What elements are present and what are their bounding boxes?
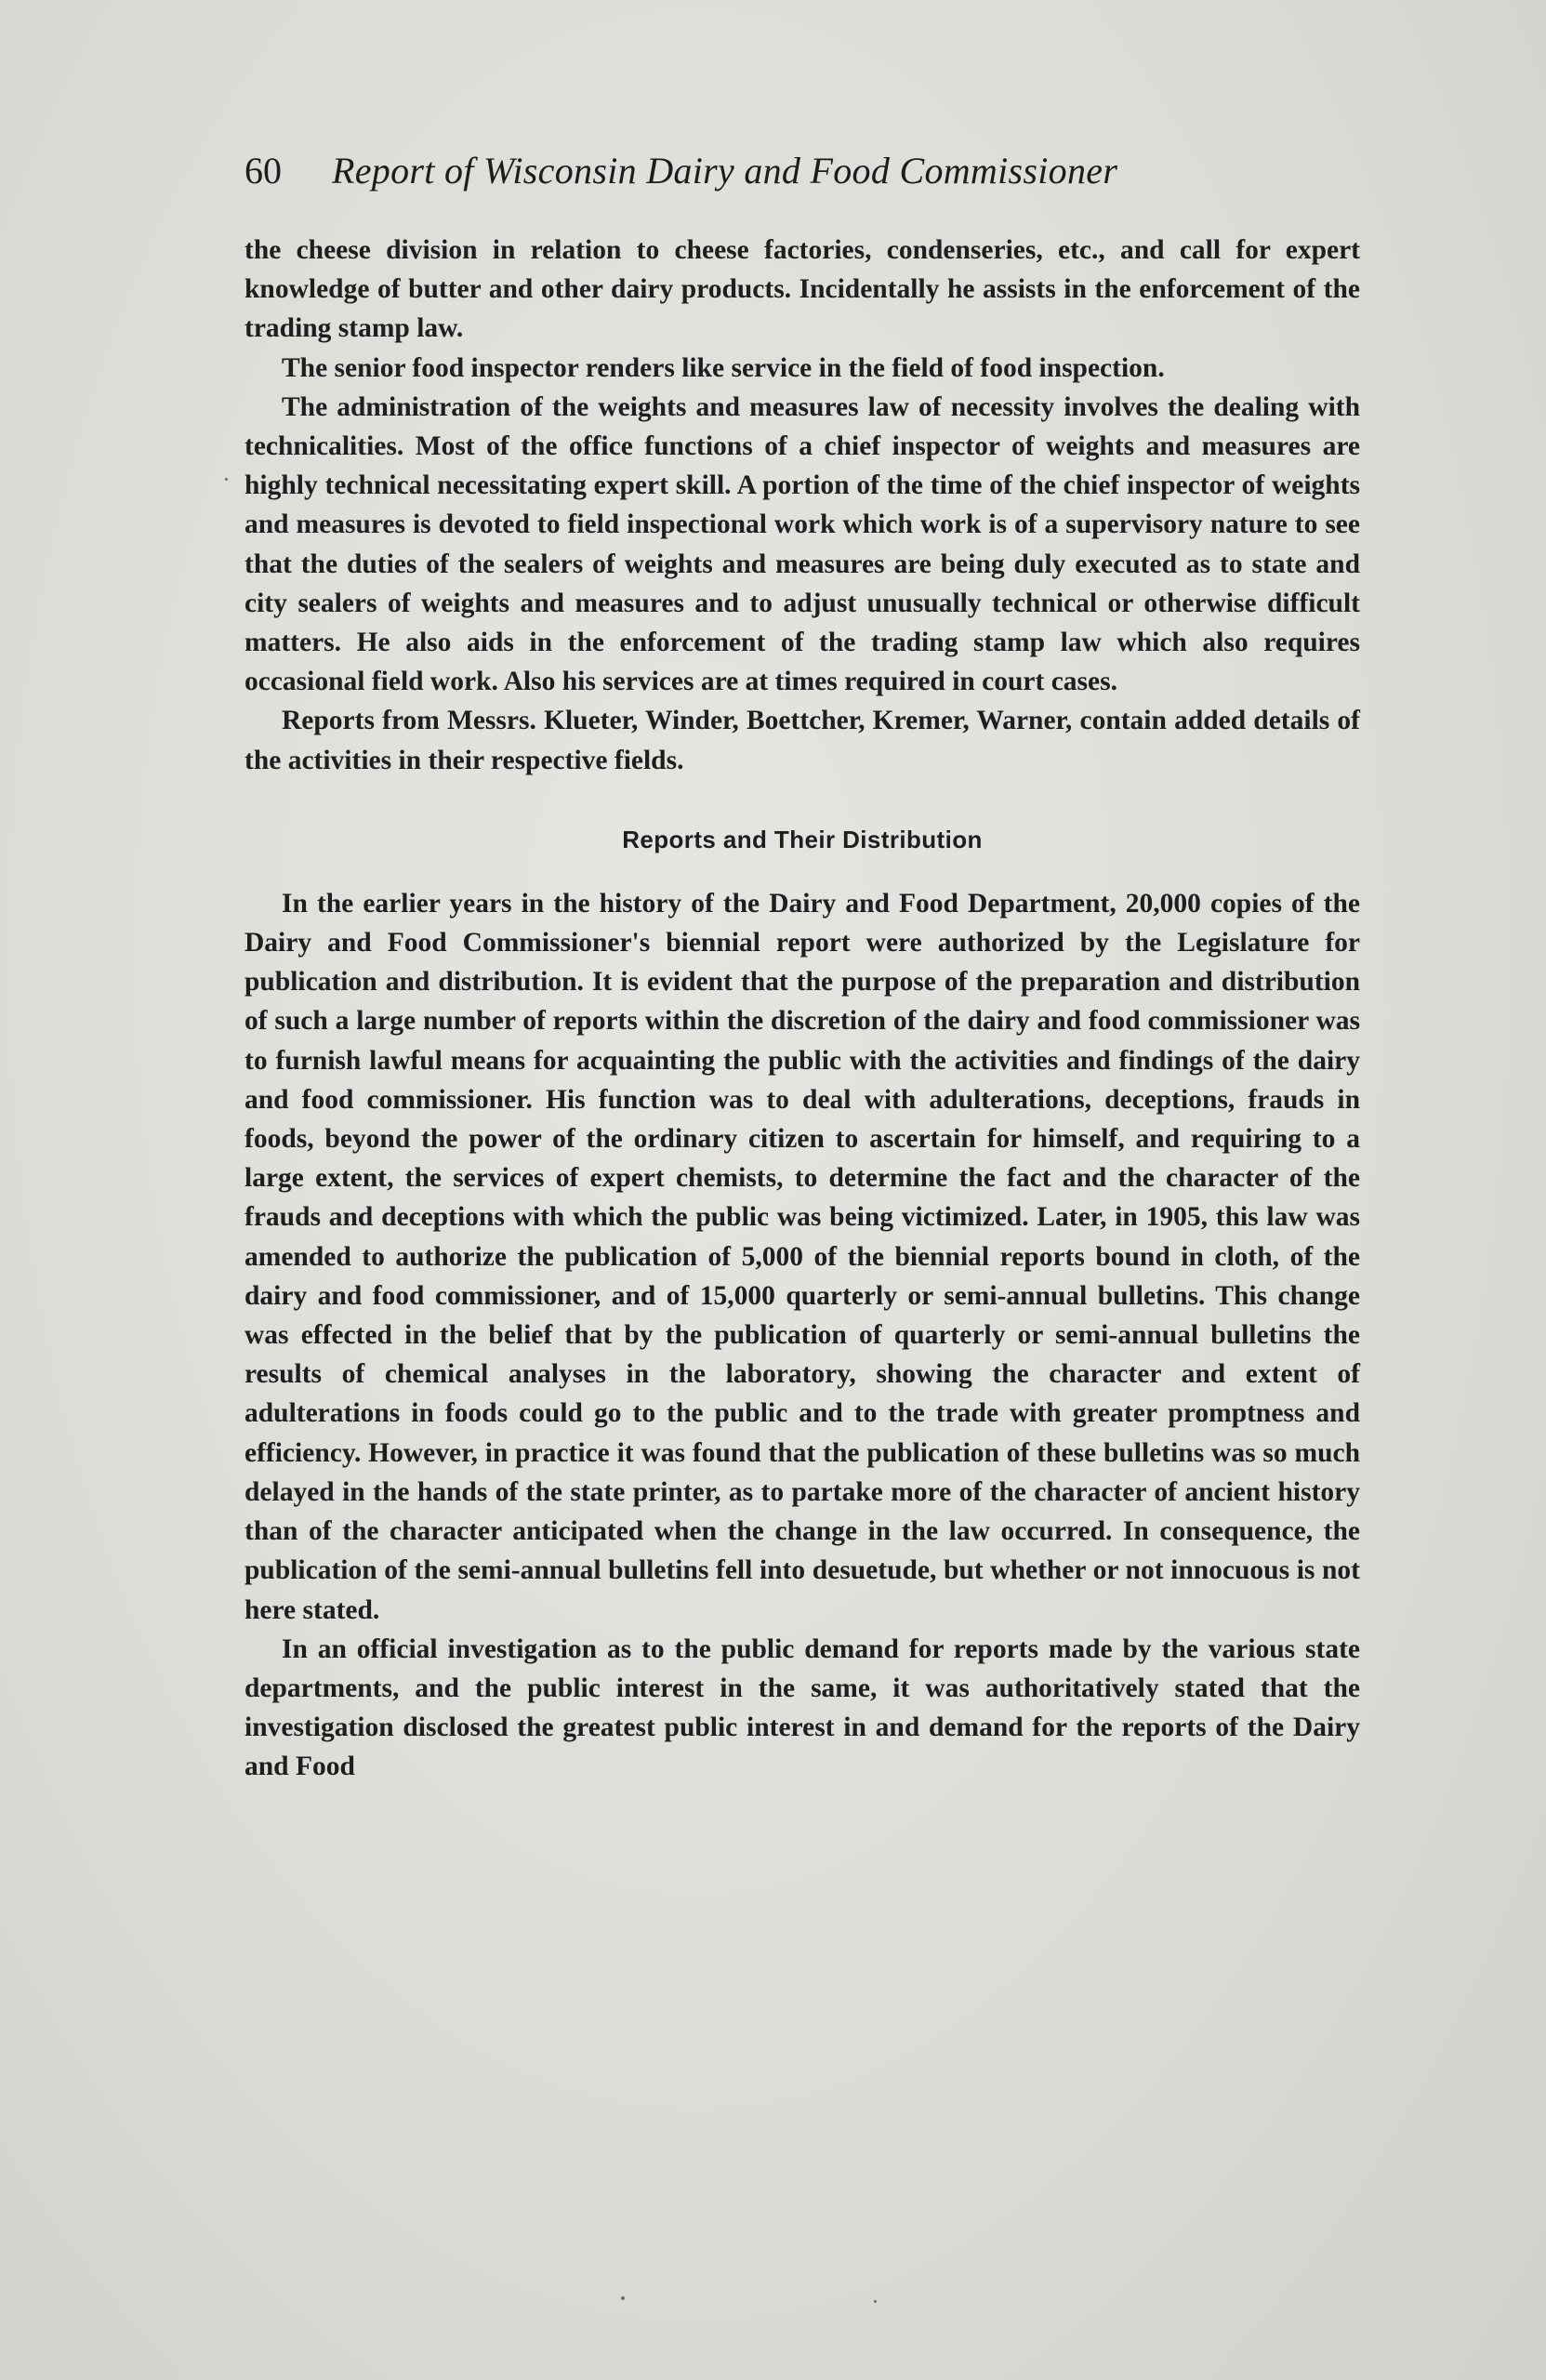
paper-speck	[874, 2300, 877, 2303]
paragraph-official-investigation: In an official investigation as to the public demand for reports made by the various state departments, and the public interest in the same, it was authoritatively stated that the investigation disclosed the greatest public interest in and demand for the reports of the Dairy and Food	[244, 1633, 1360, 1782]
paper-speck	[621, 2296, 625, 2300]
paragraph-cheese-division: the cheese division in relation to cheese factories, condenseries, etc., and call for expert knowledge of butter and other dairy products. Incidentally he assists in the enforcement of the trading stamp law.	[244, 235, 1360, 344]
paragraph-reports-from-messrs: Reports from Messrs. Klueter, Winder, Boettcher, Kremer, Warner, contain added details of the activities in their respective fields.	[244, 706, 1360, 775]
paper-speck	[225, 478, 228, 481]
body-text	[244, 231, 1360, 1787]
paragraph-earlier-years: In the earlier years in the history of the Dairy and Food Department, 20,000 copies of the Dairy and Food Commissioner's biennial report were authorized by the Legislature for publication and distribution. It is evident that the purpose of the preparation and distribution of such a large number of reports within the discretion of the dairy and food commissioner was to furnish lawful means for acquainting the public with the activities and findings of the dairy and food commissioner. His function was to deal with adulterations, deceptions, frauds in foods, beyond the power of the ordinary citizen to ascertain for himself, and requiring to a large extent, the services of expert chemists, to determine the fact and the character of the frauds and deceptions with which the public was being victimized. Later, in 1905, this law was amended to authorize the publication of 5,000 of the biennial reports bound in cloth, of the dairy and food commissioner, and of 15,000 quarterly or semi-annual bulletins. This change was effected in the belief that by the publication of quarterly or semi-annual bulletins the results of chemical analyses in the laboratory, showing the character and extent of adulterations in foods could go to the public and to the trade with greater promptness and efficiency. However, in practice it was found that the publication of these bulletins was so much delayed in the hands of the state printer, as to partake more of the character of ancient history than of the character anticipated when the change in the law occurred. In consequence, the publication of the semi-annual bulletins fell into desuetude, but whether or not innocuous is not here stated.	[244, 888, 1360, 1625]
page-header	[244, 149, 1360, 205]
paragraph-weights-and-measures: The administration of the weights and measures law of necessity involves the dealing with technicalities. Most of the office functions of a chief inspector of weights and measures are highly technical necessitating expert skill. A portion of the time of the chief inspector of weights and measures is devoted to field inspectional work which work is of a supervisory nature to see that the duties of the sealers of weights and measures are being duly executed as to state and city sealers of weights and measures and to adjust unusually technical or otherwise difficult matters. He also aids in the enforcement of the trading stamp law which also requires occasional field work. Also his services are at times required in court cases.	[244, 391, 1360, 697]
page-number: 60	[244, 150, 282, 192]
section-heading: Reports and Their Distribution	[622, 825, 983, 853]
paragraph-senior-food-inspector: The senior food inspector renders like service in the field of food inspection.	[282, 352, 1165, 383]
running-title: Report of Wisconsin Dairy and Food Commissioner	[332, 150, 1118, 192]
